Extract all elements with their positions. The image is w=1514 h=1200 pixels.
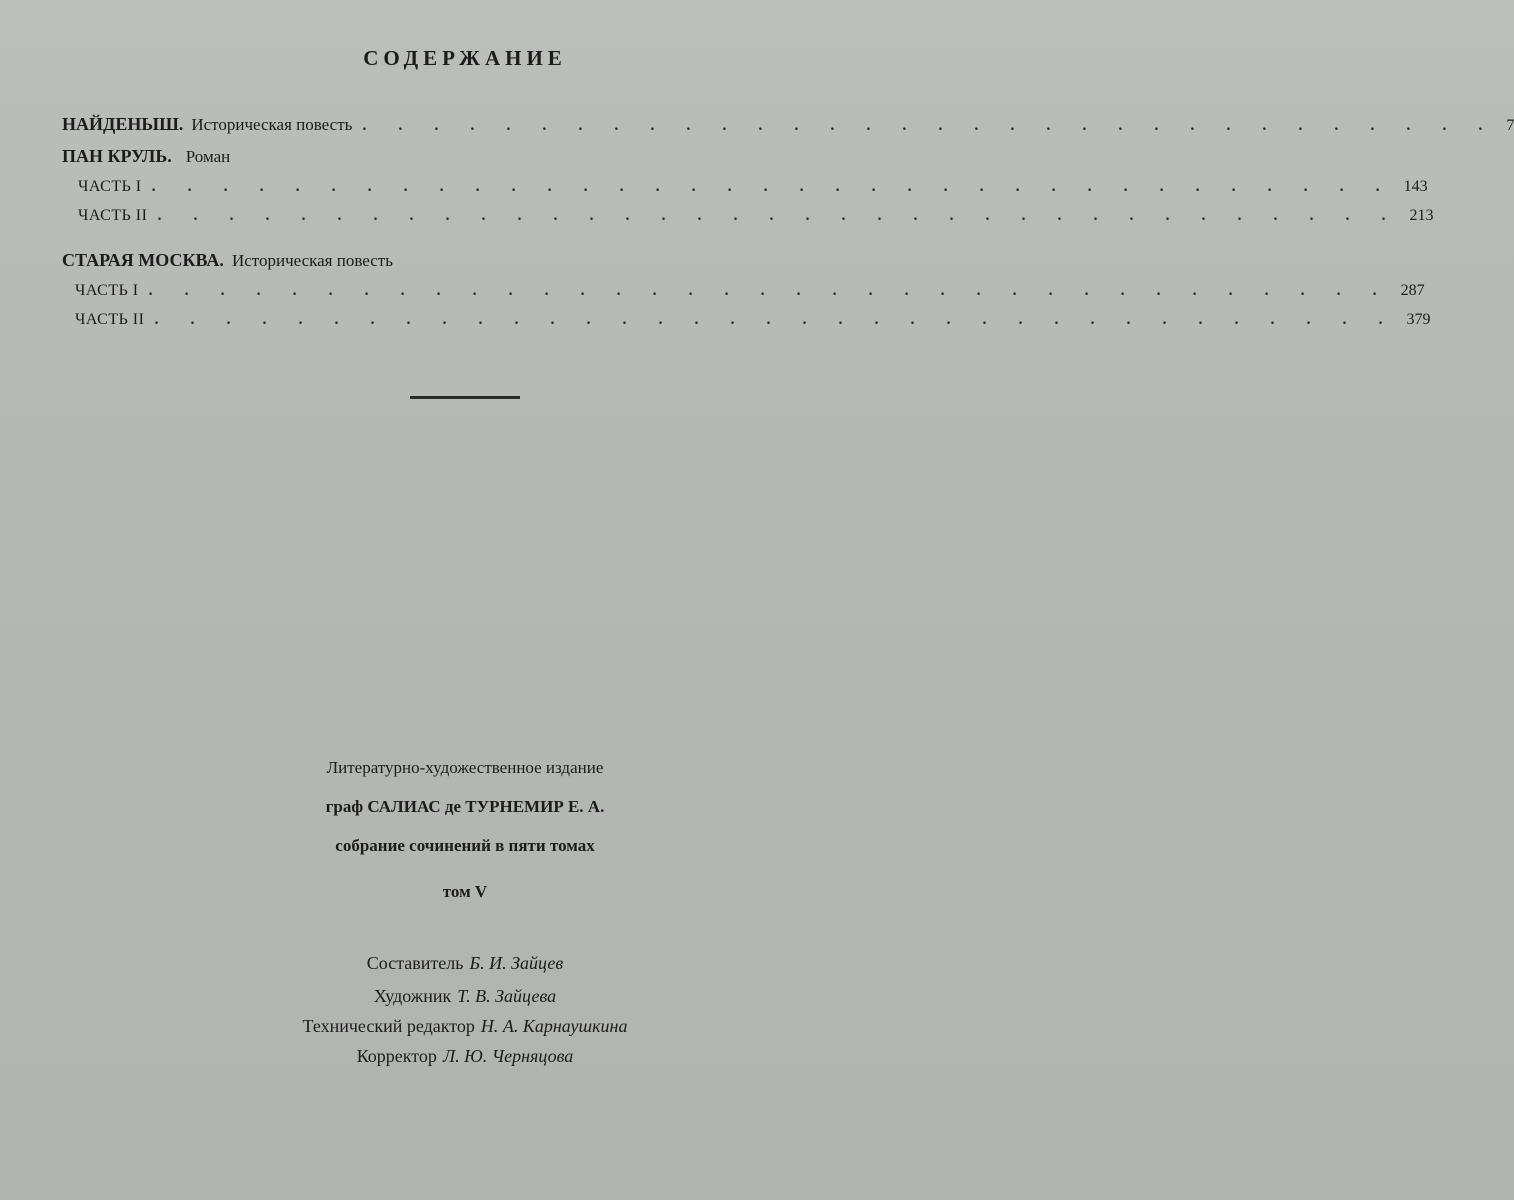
toc-entry — [62, 250, 868, 276]
toc-entry-subtitle: Историческая повесть — [231, 251, 393, 270]
edition-type: Литературно-художественное издание — [326, 758, 604, 777]
toc-entry-page: 7 — [1506, 117, 1514, 134]
section-divider — [410, 396, 520, 399]
toc-entry-heading: НАЙДЕНЫШ. — [62, 114, 184, 134]
volume-label: том V — [442, 882, 488, 901]
toc-part-page: 213 — [1409, 207, 1434, 224]
author-name: граф САЛИАС де ТУРНЕМИР Е. А. — [325, 797, 605, 816]
dot-leader: . . . . . . . . . . . . . . . . . . . . . . . . . . . . . . . . . . . — [157, 207, 1400, 224]
toc-entry-part — [78, 207, 1434, 233]
credit-name: Л. Ю. Черняцова — [442, 1046, 574, 1066]
credit-role: Составитель — [366, 953, 464, 973]
credit-line — [0, 953, 900, 974]
credit-name: Т. В. Зайцева — [457, 986, 557, 1006]
dot-leader: . . . . . . . . . . . . . . . . . . . . . . . . . . . . . . . . . . . — [148, 282, 1391, 299]
credit-line — [0, 1016, 900, 1037]
toc-entry-subtitle: Роман — [185, 147, 231, 166]
credit-name: Б. И. Зайцев — [469, 953, 564, 973]
toc-entry-part — [75, 282, 1425, 308]
credit-role: Художник — [373, 986, 452, 1006]
credit-role: Технический редактор — [302, 1016, 475, 1036]
dot-leader: . . . . . . . . . . . . . . . . . . . . . . . . . . . . . . . . — [362, 117, 1497, 134]
credit-line — [0, 1046, 900, 1067]
credit-line — [0, 986, 900, 1007]
toc-entry-subtitle: Историческая повесть — [191, 115, 353, 134]
toc-part-page: 379 — [1406, 311, 1431, 328]
toc-entry-heading: ПАН КРУЛЬ. — [62, 146, 172, 166]
contents-title: СОДЕРЖАНИЕ — [363, 46, 567, 70]
toc-part-label: ЧАСТЬ I — [75, 282, 139, 299]
toc-entry — [62, 114, 1514, 140]
toc-part-label: ЧАСТЬ II — [75, 311, 145, 328]
toc-entry-part — [78, 178, 1428, 204]
toc-entry — [62, 146, 868, 172]
toc-entry-heading: СТАРАЯ МОСКВА. — [62, 250, 224, 270]
collection-title: собрание сочинений в пяти томах — [335, 836, 595, 855]
toc-part-label: ЧАСТЬ II — [78, 207, 148, 224]
credit-role: Корректор — [356, 1046, 437, 1066]
toc-part-page: 143 — [1403, 178, 1428, 195]
toc-entry-part — [75, 311, 1431, 337]
toc-part-label: ЧАСТЬ I — [78, 178, 142, 195]
credit-name: Н. А. Карнаушкина — [480, 1016, 628, 1036]
dot-leader: . . . . . . . . . . . . . . . . . . . . . . . . . . . . . . . . . . . — [154, 311, 1397, 328]
dot-leader: . . . . . . . . . . . . . . . . . . . . . . . . . . . . . . . . . . . — [151, 178, 1394, 195]
toc-part-page: 287 — [1400, 282, 1425, 299]
